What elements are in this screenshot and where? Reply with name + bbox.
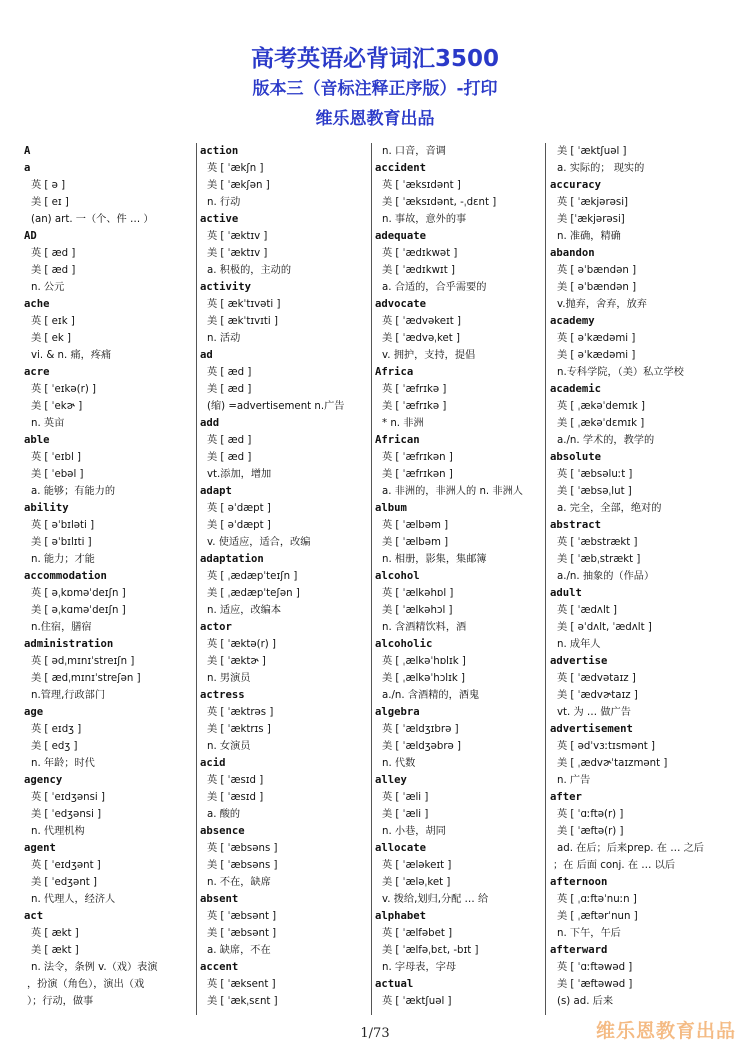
entry-line: 英 [ eɪk ] bbox=[31, 316, 75, 327]
headword: able bbox=[24, 434, 50, 446]
entry-line: 英 [ ækˈtɪvəti ] bbox=[207, 299, 281, 310]
entry-line: n. 相册，影集，集邮簿 bbox=[382, 554, 487, 565]
entry-line: 英 [ ˈæfrɪkə ] bbox=[382, 384, 447, 395]
entry-line: 美 [ ˈæfrɪkən ] bbox=[382, 469, 453, 480]
headword: allocate bbox=[375, 842, 427, 854]
headword: alley bbox=[375, 774, 407, 786]
vocab-column-2 bbox=[200, 143, 368, 1015]
entry-line: 英 [ ˈeɪkə(r) ] bbox=[31, 384, 97, 395]
entry-line: 英 [ ˈælkəhɒl ] bbox=[382, 588, 454, 599]
entry-line: 英 [ ˈædvətaɪz ] bbox=[557, 673, 636, 684]
entry-line: 美 [ ˈæbsəns ] bbox=[207, 860, 278, 871]
entry-line: 美 [ ˈæbsənt ] bbox=[207, 928, 277, 939]
entry-line: 英 [ ˈæbstrækt ] bbox=[557, 537, 638, 548]
headword: academy bbox=[550, 315, 595, 327]
entry-line: * n. 非洲 bbox=[382, 418, 424, 429]
entry-line: n. 广告 bbox=[557, 775, 591, 786]
headword: album bbox=[375, 502, 407, 514]
headword: actress bbox=[200, 689, 245, 701]
entry-line: 英 [ ə ] bbox=[31, 180, 66, 191]
definition-continuation: ，扮演（角色），演出（戏 bbox=[27, 979, 145, 990]
headword: activity bbox=[200, 281, 252, 293]
entry-line: 美 [ æd ] bbox=[207, 452, 252, 463]
entry-line: a. 实际的； 现实的 bbox=[557, 163, 645, 174]
headword: advertisement bbox=[550, 723, 633, 735]
definition-continuation: ；在 后面 conj. 在 … 以后 bbox=[553, 860, 676, 871]
headword: alcoholic bbox=[375, 638, 433, 650]
entry-line: a./n. 含酒精的，酒鬼 bbox=[382, 690, 480, 701]
entry-line: 美 [ ek ] bbox=[31, 333, 72, 344]
entry-line: 美 [ əˈbɪlɪti ] bbox=[31, 537, 92, 548]
entry-line: 英 [ ˈeɪbl ] bbox=[31, 452, 82, 463]
headword: algebra bbox=[375, 706, 420, 718]
entry-line: vt. 为 … 做广告 bbox=[557, 707, 631, 718]
entry-line: 美 [ æd ] bbox=[31, 265, 76, 276]
entry-line: n. 年龄；时代 bbox=[31, 758, 95, 769]
entry-line: n. 代理机构 bbox=[31, 826, 85, 837]
entry-line: a. 积极的，主动的 bbox=[207, 265, 292, 276]
entry-line: 美 [ ˈedʒənsi ] bbox=[31, 809, 102, 820]
vocab-column-1 bbox=[24, 143, 192, 1015]
entry-line: 英 [ ˈɑːftə(r) ] bbox=[557, 809, 624, 820]
headword: alcohol bbox=[375, 570, 420, 582]
headword: actual bbox=[375, 978, 414, 990]
entry-line: v. 使适应，适合，改编 bbox=[207, 537, 311, 548]
entry-line: 英 [ əˌkɒməˈdeɪʃn ] bbox=[31, 588, 126, 599]
headword: abandon bbox=[550, 247, 595, 259]
entry-line: 英 [ ˈælbəm ] bbox=[382, 520, 449, 531]
entry-line: n. 活动 bbox=[207, 333, 241, 344]
entry-line: 英 [ əˈdæpt ] bbox=[207, 503, 271, 514]
headword: alphabet bbox=[375, 910, 427, 922]
entry-line: ad. 在后；后来prep. 在 … 之后 bbox=[557, 843, 704, 854]
entry-line: n. 适应，改编本 bbox=[207, 605, 282, 616]
entry-line: 英 [ æd ] bbox=[207, 367, 252, 378]
headword: advertise bbox=[550, 655, 608, 667]
watermark-logo: 维乐恩教育出品 bbox=[595, 1020, 736, 1042]
entry-line: a. 完全，全部，绝对的 bbox=[557, 503, 662, 514]
entry-line: 美 [ ˈæktɚ ] bbox=[207, 656, 266, 667]
headword: ache bbox=[24, 298, 50, 310]
entry-line: 英 [ ˈæbsəluːt ] bbox=[557, 469, 633, 480]
entry-line: n. 成年人 bbox=[557, 639, 601, 650]
entry-line: n. 下午，午后 bbox=[557, 928, 621, 939]
entry-line: 英 [ əˈbɪləti ] bbox=[31, 520, 95, 531]
entry-line: 美 [ ˈædvəˌket ] bbox=[382, 333, 461, 344]
entry-line: 美 [ ˈælfəˌbɛt, -bɪt ] bbox=[382, 945, 479, 956]
headword: academic bbox=[550, 383, 602, 395]
entry-line: 美 [ ˈæbsəˌlut ] bbox=[557, 486, 632, 497]
entry-line: vt.添加，增加 bbox=[207, 469, 272, 480]
headword: agent bbox=[24, 842, 56, 854]
headword: afternoon bbox=[550, 876, 608, 888]
headword: ability bbox=[24, 502, 69, 514]
entry-line: 美 [ ˈæsɪd ] bbox=[207, 792, 264, 803]
entry-line: 英 [ əˈbændən ] bbox=[557, 265, 637, 276]
entry-line: 英 [ ækt ] bbox=[31, 928, 79, 939]
entry-line: a. 缺席，不在 bbox=[207, 945, 271, 956]
entry-line: 英 [ əˈkædəmi ] bbox=[557, 333, 636, 344]
entry-line: 美 [ ˈæfrɪkə ] bbox=[382, 401, 447, 412]
entry-line: 英 [ ˈælfəbet ] bbox=[382, 928, 453, 939]
entry-line: 美 [ ˈæksɪdənt, -ˌdɛnt ] bbox=[382, 197, 497, 208]
entry-line: 英 [ ˈæfrɪkən ] bbox=[382, 452, 453, 463]
entry-line: 英 [ ˈædʌlt ] bbox=[557, 605, 617, 616]
headword: add bbox=[200, 417, 220, 429]
entry-line: a. 合适的，合乎需要的 bbox=[382, 282, 487, 293]
headword: acre bbox=[24, 366, 50, 378]
entry-line: 英 [ ˈeɪdʒənt ] bbox=[31, 860, 101, 871]
entry-line: vi. & n. 痛，疼痛 bbox=[31, 350, 112, 361]
headword: adaptation bbox=[200, 553, 264, 565]
headword: a bbox=[24, 162, 31, 174]
entry-line: 英 [ ˈæksent ] bbox=[207, 979, 276, 990]
column-divider bbox=[371, 143, 372, 1015]
entry-line: 美 [ ˈæləˌket ] bbox=[382, 877, 451, 888]
entry-line: 英 [ ˈæli ] bbox=[382, 792, 429, 803]
entry-line: 美 [ ækt ] bbox=[31, 945, 79, 956]
entry-line: 美 [ ˌælkəˈhɔlɪk ] bbox=[382, 673, 466, 684]
entry-line: n. 小巷，胡同 bbox=[382, 826, 446, 837]
entry-line: 美 [ ˈæktʃuəl ] bbox=[557, 146, 627, 157]
headword: agency bbox=[24, 774, 63, 786]
entry-line: 美 [ əˈkædəmi ] bbox=[557, 350, 636, 361]
headword: Africa bbox=[375, 366, 414, 378]
page-subtitle: 版本三（音标注释正序版）-打印 bbox=[252, 79, 498, 99]
entry-line: 美 [ ˈebəl ] bbox=[31, 469, 84, 480]
entry-line: n. 事故，意外的事 bbox=[382, 214, 467, 225]
entry-line: a. 酸的 bbox=[207, 809, 241, 820]
entry-line: 美 [ ˈædvɚtaɪz ] bbox=[557, 690, 638, 701]
entry-line: 美 [ əˈbændən ] bbox=[557, 282, 637, 293]
entry-line: n.住宿，膳宿 bbox=[31, 622, 92, 633]
entry-line: 美 [ ˈæktrɪs ] bbox=[207, 724, 271, 735]
entry-line: n. 公元 bbox=[31, 282, 65, 293]
entry-line: 美 [ əˈdʌlt, ˈædʌlt ] bbox=[557, 622, 652, 633]
headword: after bbox=[550, 791, 582, 803]
entry-line: 美 [ ˈekɚ ] bbox=[31, 401, 83, 412]
entry-line: 美 [ ˌædvɚˈtaɪzmənt ] bbox=[557, 758, 668, 769]
entry-line: 英 [ ˈæktə(r) ] bbox=[207, 639, 276, 650]
headword: abstract bbox=[550, 519, 602, 531]
entry-line: 美 [ ˈælbəm ] bbox=[382, 537, 449, 548]
headword: A bbox=[24, 145, 31, 157]
column-divider bbox=[545, 143, 546, 1015]
entry-line: v. 拥护，支持，提倡 bbox=[382, 350, 476, 361]
entry-line: 美 [ eɪ ] bbox=[31, 197, 69, 208]
entry-line: n. 字母表，字母 bbox=[382, 962, 457, 973]
vocab-column-4 bbox=[550, 143, 736, 1015]
headword: adult bbox=[550, 587, 582, 599]
entry-line: 美 [ edʒ ] bbox=[31, 741, 78, 752]
entry-line: n. 口音，音调 bbox=[382, 146, 446, 157]
headword: advocate bbox=[375, 298, 427, 310]
entry-line: 英 [ ˈeɪdʒənsi ] bbox=[31, 792, 105, 803]
entry-line: 美 [ ˌædæpˈteʃən ] bbox=[207, 588, 300, 599]
entry-line: (缩) =advertisement n.广告 bbox=[207, 401, 345, 412]
entry-line: n. 代数 bbox=[382, 758, 416, 769]
headword: absence bbox=[200, 825, 245, 837]
entry-line: 英 [ ədˌmɪnɪˈstreɪʃn ] bbox=[31, 656, 135, 667]
entry-line: 英 [ æd ] bbox=[31, 248, 76, 259]
entry-line: 美 [ˈækjərəsi] bbox=[557, 214, 625, 225]
entry-line: n. 男演员 bbox=[207, 673, 251, 684]
headword: action bbox=[200, 145, 239, 157]
entry-line: 英 [ eɪdʒ ] bbox=[31, 724, 82, 735]
entry-line: 美 [ ˈæftəwəd ] bbox=[557, 979, 633, 990]
headword: accuracy bbox=[550, 179, 602, 191]
entry-line: 美 [ ˈedʒənt ] bbox=[31, 877, 97, 888]
headword: absent bbox=[200, 893, 239, 905]
entry-line: n. 法令，条例 v.（戏）表演 bbox=[31, 962, 158, 973]
entry-line: 美 [ ˈækˌsɛnt ] bbox=[207, 996, 278, 1007]
headword: adapt bbox=[200, 485, 232, 497]
headword: age bbox=[24, 706, 44, 718]
entry-line: a. 非洲的，非洲人的 n. 非洲人 bbox=[382, 486, 523, 497]
entry-line: 英 [ ˈældʒɪbrə ] bbox=[382, 724, 459, 735]
entry-line: a. 能够；有能力的 bbox=[31, 486, 116, 497]
entry-line: a./n. 抽象的（作品） bbox=[557, 571, 655, 582]
entry-line: 美 [ æd ] bbox=[207, 384, 252, 395]
entry-line: 美 [ ˌækəˈdɛmɪk ] bbox=[557, 418, 645, 429]
entry-line: n.专科学院，（美）私立学校 bbox=[557, 367, 684, 378]
entry-line: (an) art. 一（个、件 … ） bbox=[31, 214, 154, 225]
entry-line: n. 能力；才能 bbox=[31, 554, 95, 565]
headword: AD bbox=[24, 230, 37, 242]
definition-continuation: ）；行动，做事 bbox=[27, 996, 94, 1007]
entry-line: v.抛弃，舍弃，放弃 bbox=[557, 299, 647, 310]
entry-line: 英 [ ˈæktrəs ] bbox=[207, 707, 274, 718]
headword: adequate bbox=[375, 230, 427, 242]
entry-line: n.管理,行政部门 bbox=[31, 690, 106, 701]
entry-line: 英 [ ˈɑːftəwəd ] bbox=[557, 962, 633, 973]
entry-line: 英 [ ˈæktɪv ] bbox=[207, 231, 268, 242]
publisher-line: 维乐恩教育出品 bbox=[315, 109, 435, 129]
entry-line: 美 [ əˌkɑməˈdeɪʃn ] bbox=[31, 605, 126, 616]
entry-line: n. 行动 bbox=[207, 197, 241, 208]
entry-line: n. 不在，缺席 bbox=[207, 877, 271, 888]
entry-line: 美 [ ˈæktɪv ] bbox=[207, 248, 268, 259]
entry-line: (s) ad. 后来 bbox=[557, 996, 614, 1007]
entry-line: 美 [ əˈdæpt ] bbox=[207, 520, 271, 531]
entry-line: 英 [ ˌækəˈdemɪk ] bbox=[557, 401, 645, 412]
headword: accommodation bbox=[24, 570, 107, 582]
entry-line: n. 代理人，经济人 bbox=[31, 894, 116, 905]
entry-line: 美 [ ˌæftərˈnun ] bbox=[557, 911, 638, 922]
entry-line: 英 [ æd ] bbox=[207, 435, 252, 446]
entry-line: 英 [ ˌælkəˈhɒlɪk ] bbox=[382, 656, 466, 667]
entry-line: n. 英亩 bbox=[31, 418, 65, 429]
entry-line: 美 [ ædˌmɪnɪˈstreʃən ] bbox=[31, 673, 141, 684]
entry-line: 英 [ ˌædæpˈteɪʃn ] bbox=[207, 571, 298, 582]
headword: actor bbox=[200, 621, 232, 633]
headword: African bbox=[375, 434, 420, 446]
entry-line: 美 [ ˈældʒəbrə ] bbox=[382, 741, 462, 752]
entry-line: 英 [ ˈæsɪd ] bbox=[207, 775, 264, 786]
entry-line: 英 [ ˈæləkeɪt ] bbox=[382, 860, 452, 871]
headword: act bbox=[24, 910, 44, 922]
page-number: 1/73 bbox=[360, 1026, 390, 1041]
entry-line: 英 [ ˈædɪkwət ] bbox=[382, 248, 458, 259]
headword: active bbox=[200, 213, 239, 225]
headword: ad bbox=[200, 349, 213, 361]
entry-line: n. 含酒精饮料，酒 bbox=[382, 622, 467, 633]
entry-line: v. 拨给,划归,分配 … 给 bbox=[382, 894, 489, 905]
entry-line: 英 [ ədˈvɜːtɪsmənt ] bbox=[557, 741, 655, 752]
vocabulary-columns bbox=[24, 143, 736, 1015]
headword: accident bbox=[375, 162, 427, 174]
headword: afterward bbox=[550, 944, 608, 956]
vocab-column-3 bbox=[375, 143, 541, 1015]
entry-line: 英 [ ˌɑːftəˈnuːn ] bbox=[557, 894, 637, 905]
column-divider bbox=[196, 143, 197, 1015]
entry-line: 美 [ ˈæftə(r) ] bbox=[557, 826, 624, 837]
entry-line: a./n. 学术的，教学的 bbox=[557, 435, 655, 446]
entry-line: 英 [ ˈædvəkeɪt ] bbox=[382, 316, 462, 327]
entry-line: 英 [ ˈæktʃuəl ] bbox=[382, 996, 452, 1007]
entry-line: 美 [ ˈæbˌstrækt ] bbox=[557, 554, 641, 565]
entry-line: 英 [ ˈækʃn ] bbox=[207, 163, 264, 174]
entry-line: n. 准确，精确 bbox=[557, 231, 621, 242]
entry-line: 美 [ ˈæli ] bbox=[382, 809, 429, 820]
headword: administration bbox=[24, 638, 114, 650]
entry-line: 美 [ ˈækʃən ] bbox=[207, 180, 270, 191]
entry-line: 美 [ ˈælkəhɔl ] bbox=[382, 605, 453, 616]
entry-line: 英 [ ˈækjərəsi] bbox=[557, 197, 629, 208]
headword: absolute bbox=[550, 451, 602, 463]
page-header bbox=[0, 44, 750, 132]
entry-line: 美 [ ækˈtɪvɪti ] bbox=[207, 316, 278, 327]
entry-line: 英 [ ˈæbsəns ] bbox=[207, 843, 278, 854]
entry-line: n. 女演员 bbox=[207, 741, 251, 752]
page-title: 高考英语必背词汇3500 bbox=[250, 46, 499, 72]
headword: acid bbox=[200, 757, 226, 769]
entry-line: 英 [ ˈæksɪdənt ] bbox=[382, 180, 461, 191]
entry-line: 英 [ ˈæbsənt ] bbox=[207, 911, 277, 922]
headword: accent bbox=[200, 961, 239, 973]
entry-line: 美 [ ˈædɪkwɪt ] bbox=[382, 265, 455, 276]
